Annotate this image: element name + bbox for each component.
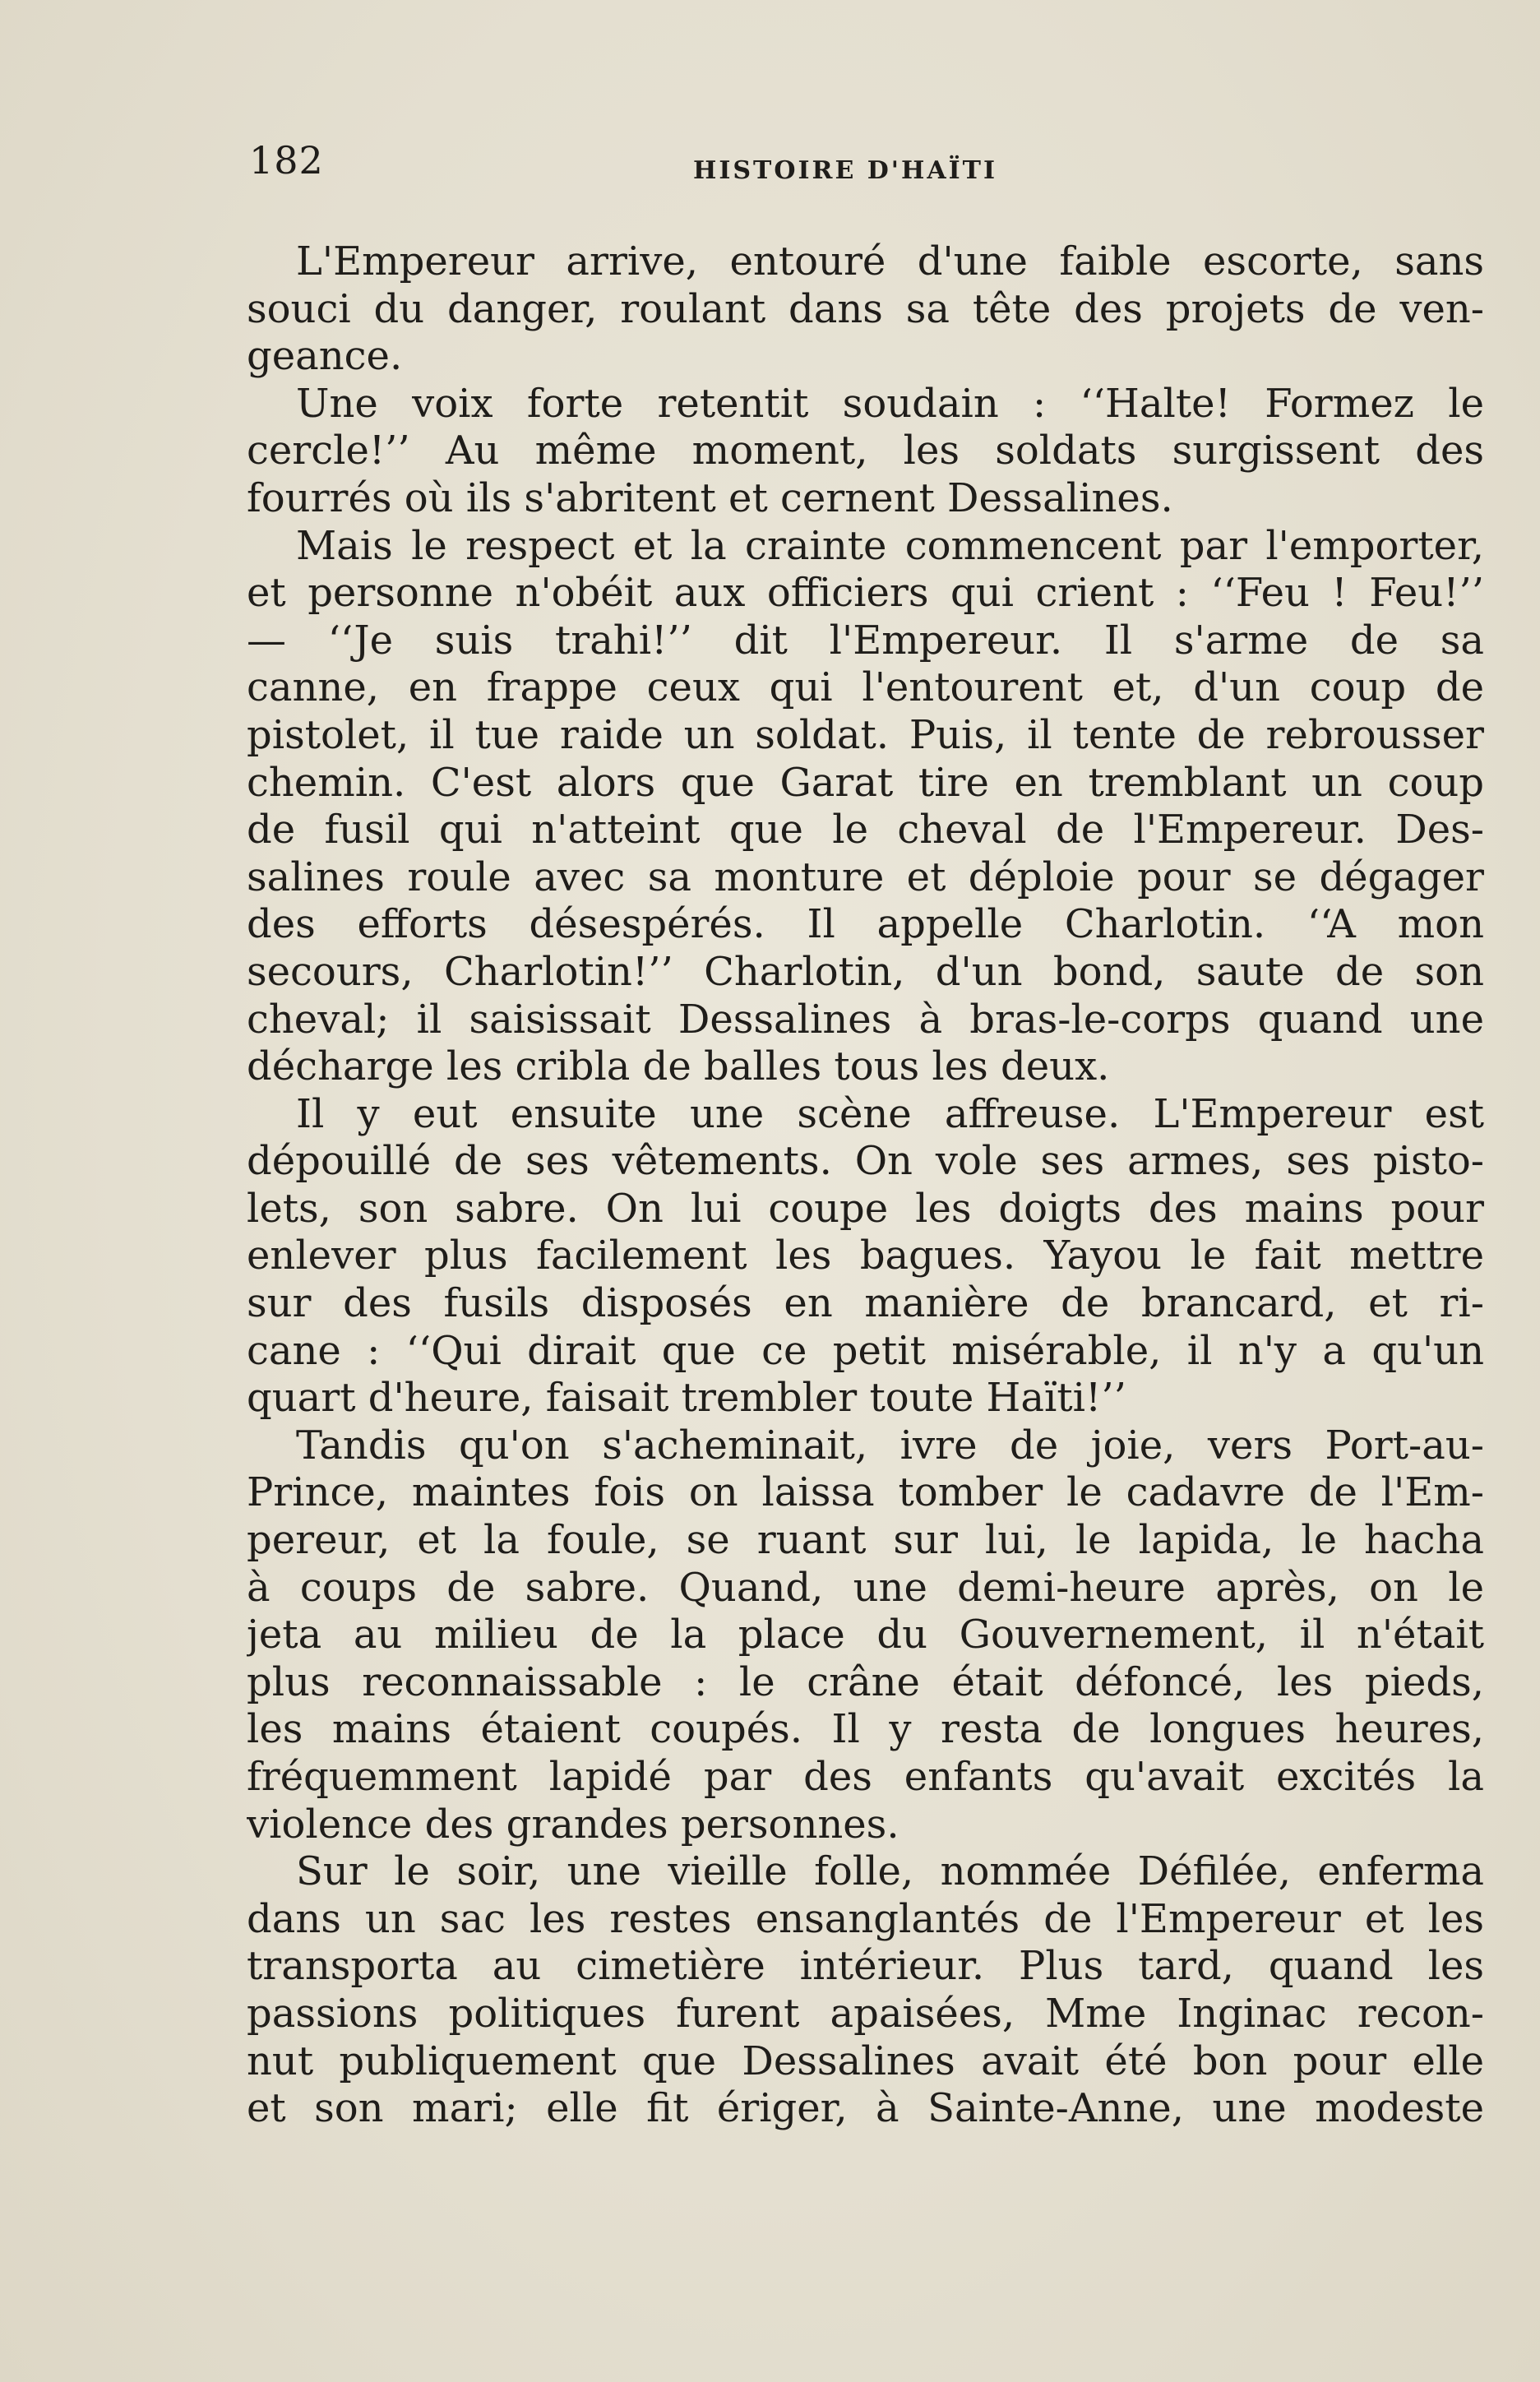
text-line: secours, Charlotin!’’ Charlotin, d'un bond, saute de son — [247, 948, 1484, 995]
page-header — [249, 138, 1482, 196]
text-line: Sur le soir, une vieille folle, nommée Défilée, enferma — [296, 1848, 1484, 1895]
text-line: passions politiques furent apaisées, Mme Inginac recon- — [247, 1990, 1484, 2037]
text-line: salines roule avec sa monture et déploie pour se dégager — [247, 853, 1484, 900]
text-line: jeta au milieu de la place du Gouvernement, il n'était — [247, 1612, 1484, 1658]
text-line: Prince, maintes fois on laissa tomber le cadavre de l'Em- — [247, 1469, 1484, 1516]
body-text — [247, 238, 1484, 2133]
text-line: à coups de sabre. Quand, une demi-heure après, on le — [247, 1564, 1484, 1611]
text-line: souci du danger, roulant dans sa tête des projets de ven- — [247, 285, 1484, 332]
text-line: dans un sac les restes ensanglantés de l'Empereur et les — [247, 1895, 1484, 1942]
text-line: chemin. C'est alors que Garat tire en tremblant un coup — [247, 759, 1484, 806]
text-line: lets, son sabre. On lui coupe les doigts des mains pour — [247, 1185, 1484, 1232]
text-line: plus reconnaissable : le crâne était défoncé, les pieds, — [247, 1658, 1484, 1705]
text-line: Il y eut ensuite une scène affreuse. L'Empereur est — [296, 1090, 1484, 1137]
text-line: Une voix forte retentit soudain : ‘‘Halte! Formez le — [296, 380, 1484, 427]
text-line: pereur, et la foule, se ruant sur lui, le lapida, le hacha — [247, 1517, 1484, 1564]
text-line: — ‘‘Je suis trahi!’’ dit l'Empereur. Il s'arme de sa — [247, 617, 1484, 664]
text-line: cheval; il saisissait Dessalines à bras-le-corps quand une — [247, 996, 1484, 1043]
text-line: de fusil qui n'atteint que le cheval de l'Empereur. Des- — [247, 807, 1484, 853]
text-line: L'Empereur arrive, entouré d'une faible escorte, sans — [296, 238, 1484, 284]
running-title: HISTOIRE D'HAÏTI — [693, 156, 997, 185]
text-line: cane : ‘‘Qui dirait que ce petit misérable, il n'y a qu'un — [247, 1327, 1484, 1374]
text-line: Mais le respect et la crainte commencent par l'emporter, — [296, 522, 1484, 569]
text-line: des efforts désespérés. Il appelle Charlotin. ‘‘A mon — [247, 901, 1484, 948]
text-line: et son mari; elle fit ériger, à Sainte-Anne, une modeste — [247, 2085, 1484, 2132]
text-line: les mains étaient coupés. Il y resta de longues heures, — [247, 1706, 1484, 1753]
page-number: 182 — [249, 138, 324, 183]
text-line: décharge les cribla de balles tous les deux. — [247, 1043, 1110, 1090]
text-line: dépouillé de ses vêtements. On vole ses armes, ses pisto- — [247, 1138, 1484, 1185]
text-line: Tandis qu'on s'acheminait, ivre de joie, vers Port-au- — [296, 1422, 1484, 1469]
text-line: violence des grandes personnes. — [247, 1801, 899, 1848]
text-line: et personne n'obéit aux officiers qui crient : ‘‘Feu ! Feu!’’ — [247, 570, 1484, 617]
text-line: geance. — [247, 333, 403, 380]
text-line: canne, en frappe ceux qui l'entourent et, d'un coup de — [247, 664, 1484, 711]
text-line: quart d'heure, faisait trembler toute Haïti!’’ — [247, 1375, 1126, 1422]
text-line: fréquemment lapidé par des enfants qu'avait excités la — [247, 1754, 1484, 1800]
text-line: sur des fusils disposés en manière de brancard, et ri- — [247, 1280, 1484, 1327]
text-line: enlever plus facilement les bagues. Yayou le fait mettre — [247, 1233, 1484, 1279]
text-line: nut publiquement que Dessalines avait été bon pour elle — [247, 2037, 1484, 2084]
text-line: fourrés où ils s'abritent et cernent Dessalines. — [247, 474, 1173, 521]
text-line: transporta au cimetière intérieur. Plus tard, quand les — [247, 1943, 1484, 1990]
text-line: cercle!’’ Au même moment, les soldats surgissent des — [247, 428, 1484, 474]
text-line: pistolet, il tue raide un soldat. Puis, il tente de rebrousser — [247, 711, 1484, 758]
